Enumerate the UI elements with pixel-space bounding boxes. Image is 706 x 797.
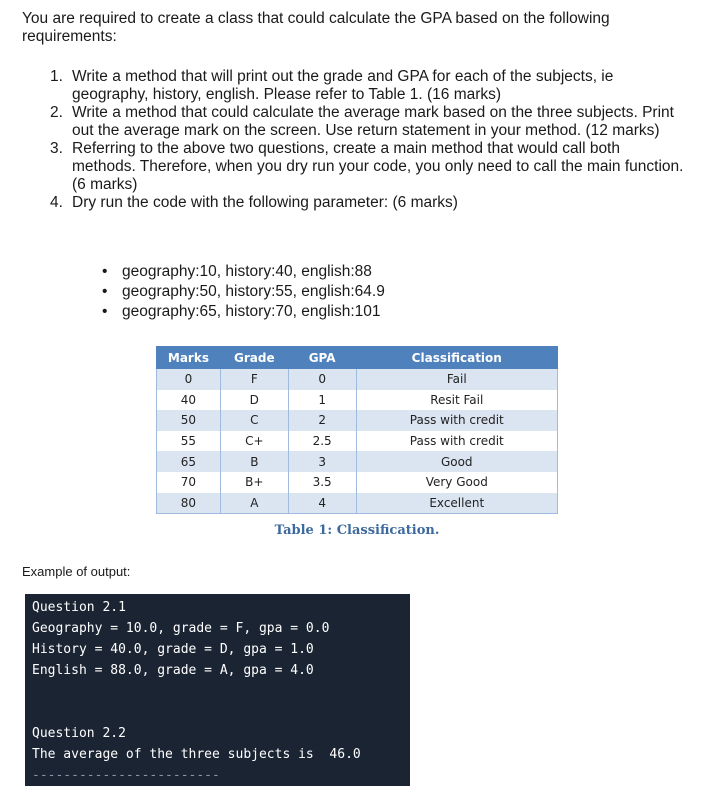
cell-grade: C+ xyxy=(220,431,288,452)
console-line: History = 40.0, grade = D, gpa = 1.0 xyxy=(32,642,314,657)
cell-grade: C xyxy=(220,410,288,431)
console-line: English = 88.0, grade = A, gpa = 4.0 xyxy=(32,663,314,678)
cell-grade: B+ xyxy=(220,472,288,493)
console-gap xyxy=(32,681,410,723)
table-caption: Table 1: Classification. xyxy=(274,523,440,538)
cell-gpa: 4 xyxy=(288,493,356,514)
cell-grade: D xyxy=(220,390,288,411)
parameter-text: geography:10, history:40, english:88 xyxy=(122,263,372,280)
cell-gpa: 2.5 xyxy=(288,431,356,452)
question-text: Write a method that will print out the grade and GPA for each of the subjects, ie geography, history, english. Please refer to Table 1. (16 marks) xyxy=(72,68,614,103)
question-item xyxy=(36,104,686,140)
bullet-icon: • xyxy=(102,283,108,300)
table-row xyxy=(157,369,558,390)
cell-gpa: 0 xyxy=(288,369,356,390)
parameter-item xyxy=(96,262,385,282)
header-grade: Grade xyxy=(220,347,288,369)
parameter-item xyxy=(96,302,385,322)
parameter-list xyxy=(96,262,385,322)
intro-paragraph: You are required to create a class that could calculate the GPA based on the following requirements: xyxy=(22,10,610,45)
bullet-icon: • xyxy=(102,303,108,320)
classification-table xyxy=(156,346,558,514)
cell-marks: 65 xyxy=(157,451,221,472)
cell-gpa: 1 xyxy=(288,390,356,411)
question-item xyxy=(36,68,686,104)
cell-classification: Good xyxy=(356,451,557,472)
cell-marks: 80 xyxy=(157,493,221,514)
bullet-icon: • xyxy=(102,263,108,280)
console-line: Question 2.1 xyxy=(32,600,126,615)
cell-classification: Resit Fail xyxy=(356,390,557,411)
question-text: Referring to the above two questions, create a main method that would call both methods. Therefore, when you dry run your code, you only need to call the main function. (6 marks) xyxy=(72,140,684,193)
console-line: Geography = 10.0, grade = F, gpa = 0.0 xyxy=(32,621,330,636)
cell-classification: Pass with credit xyxy=(356,410,557,431)
console-line: The average of the three subjects is 46.0 xyxy=(32,747,361,762)
table-row xyxy=(157,451,558,472)
console-output xyxy=(25,594,410,786)
cell-grade: F xyxy=(220,369,288,390)
console-separator: ------------------------ xyxy=(32,768,220,783)
cell-classification: Pass with credit xyxy=(356,431,557,452)
questions-list xyxy=(36,68,686,212)
cell-classification: Excellent xyxy=(356,493,557,514)
cell-classification: Very Good xyxy=(356,472,557,493)
cell-marks: 70 xyxy=(157,472,221,493)
header-classification: Classification xyxy=(356,347,557,369)
table-row xyxy=(157,472,558,493)
table-row xyxy=(157,493,558,514)
cell-marks: 55 xyxy=(157,431,221,452)
parameter-item xyxy=(96,282,385,302)
question-number: 4. xyxy=(50,194,63,211)
header-marks: Marks xyxy=(157,347,221,369)
parameter-text: geography:65, history:70, english:101 xyxy=(122,303,381,320)
question-text: Write a method that could calculate the average mark based on the three subjects. Print out the average mark on the screen. Use return statement in your method. (12 marks) xyxy=(72,104,674,139)
question-item xyxy=(36,140,686,194)
cell-gpa: 3.5 xyxy=(288,472,356,493)
cell-grade: A xyxy=(220,493,288,514)
table-header-row xyxy=(157,347,558,369)
question-number: 2. xyxy=(50,104,63,121)
cell-marks: 50 xyxy=(157,410,221,431)
question-number: 3. xyxy=(50,140,63,157)
cell-marks: 0 xyxy=(157,369,221,390)
table-row xyxy=(157,431,558,452)
question-item xyxy=(36,194,686,212)
example-label: Example of output: xyxy=(22,564,131,579)
cell-classification: Fail xyxy=(356,369,557,390)
cell-gpa: 3 xyxy=(288,451,356,472)
cell-gpa: 2 xyxy=(288,410,356,431)
table-row xyxy=(157,410,558,431)
cell-marks: 40 xyxy=(157,390,221,411)
cell-grade: B xyxy=(220,451,288,472)
question-number: 1. xyxy=(50,68,63,85)
console-line: Question 2.2 xyxy=(32,726,126,741)
question-text: Dry run the code with the following parameter: (6 marks) xyxy=(72,194,458,211)
table-row xyxy=(157,390,558,411)
header-gpa: GPA xyxy=(288,347,356,369)
parameter-text: geography:50, history:55, english:64.9 xyxy=(122,283,385,300)
